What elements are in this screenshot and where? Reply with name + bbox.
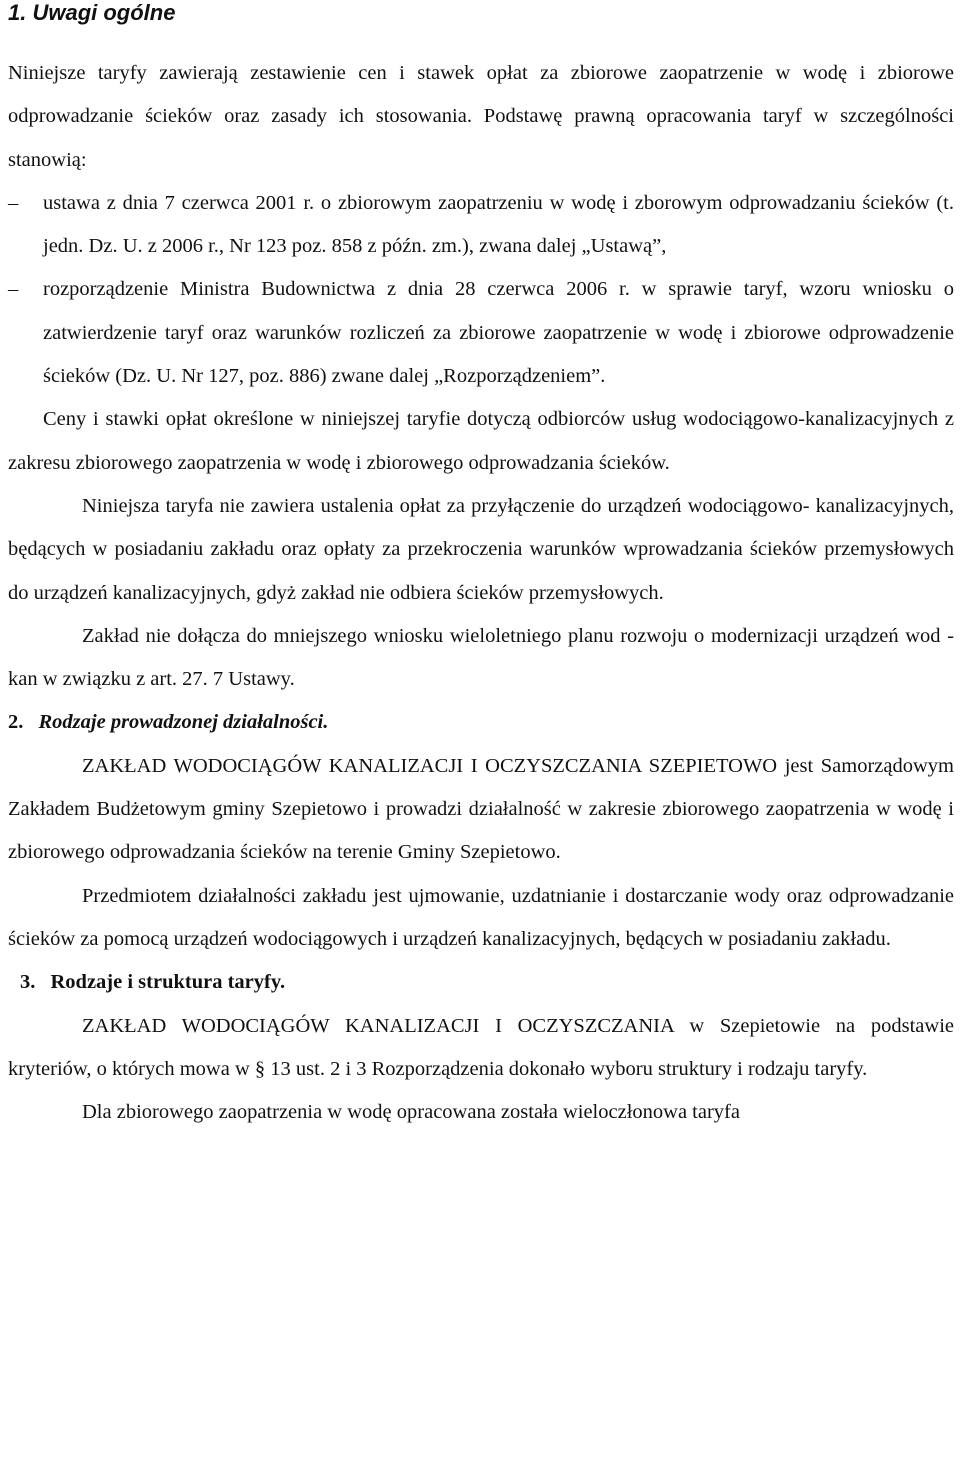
section-2-title: Rodzaje prowadzonej działalności. [38,711,329,734]
document-page [8,0,954,1134]
section-3-number: 3. [20,971,36,994]
paragraph: Dla zbiorowego zaopatrzenia w wodę opracowana została wieloczłonowa taryfa [82,1101,740,1124]
section-2-heading [8,701,954,744]
paragraph: ZAKŁAD WODOCIĄGÓW KANALIZACJI I OCZYSZCZANIA SZEPIETOWO jest Samorządowym Zakładem Budżetowym gminy Szepietowo i prowadzi działalność w zakresie zbiorowego zaopatrzenia w wodę i zbiorowego odprowadzania ścieków na terenie Gminy Szepietowo. [8,754,954,864]
section-2-number: 2. [8,711,24,734]
list-item-text: ustawa z dnia 7 czerwca 2001 r. o zbiorowym zaopatrzeniu w wodę i zborowym odprowadzaniu ścieków (t. jedn. Dz. U. z 2006 r., Nr 123 poz. 858 z późn. zm.), zwana dalej „Ustawą”, [43,191,954,258]
paragraph: ZAKŁAD WODOCIĄGÓW KANALIZACJI I OCZYSZCZANIA w Szepietowie na podstawie kryteriów, o których mowa w § 13 ust. 2 i 3 Rozporządzenia dokonało wyboru struktury i rodzaju taryfy. [8,1014,954,1080]
paragraph: Zakład nie dołącza do mniejszego wniosku wieloletniego planu rozwoju o modernizacji urządzeń wod - kan w związku z art. 27. 7 Ustawy. [8,624,954,691]
section-1-heading: 1. Uwagi ogólne [8,0,176,25]
section-1-intro: Niniejsze taryfy zawierają zestawienie cen i stawek opłat za zbiorowe zaopatrzenie w wodę i zbiorowe odprowadzanie ścieków oraz zasady ich stosowania. Podstawę prawną opracowania taryf w szczególności stanowią: [8,62,954,171]
dash-bullet-icon: – [8,191,19,214]
list-item [8,182,954,269]
section-3-title: Rodzaje i struktura taryfy. [50,971,286,994]
list-item [8,268,954,398]
list-item-text: rozporządzenie Ministra Budownictwa z dnia 28 czerwca 2006 r. w sprawie taryf, wzoru wniosku o zatwierdzenie taryf oraz warunków rozliczeń za zbiorowe zaopatrzenie w wodę i zbiorowe odprowadzenie ścieków (Dz. U. Nr 127, poz. 886) zwane dalej „Rozporządzeniem”. [43,278,954,388]
paragraph: Niniejsza taryfa nie zawiera ustalenia opłat za przyłączenie do urządzeń wodociągowo- kanalizacyjnych, będących w posiadaniu zakładu oraz opłaty za przekroczenia warunków wprowadzania ścieków przemysłowych do urządzeń kanalizacyjnych, gdyż zakład nie odbiera ścieków przemysłowych. [8,494,954,604]
legal-basis-list [8,182,954,398]
paragraph: Przedmiotem działalności zakładu jest ujmowanie, uzdatnianie i dostarczanie wody oraz odprowadzanie ścieków za pomocą urządzeń wodociągowych i urządzeń kanalizacyjnych, będących w posiadaniu zakładu. [8,884,954,950]
section-3-heading [8,961,954,1004]
dash-bullet-icon: – [8,278,19,301]
paragraph: Ceny i stawki opłat określone w niniejszej taryfie dotyczą odbiorców usług wodociągowo-kanalizacyjnych z zakresu zbiorowego zaopatrzenia w wodę i zbiorowego odprowadzania ścieków. [8,408,954,474]
